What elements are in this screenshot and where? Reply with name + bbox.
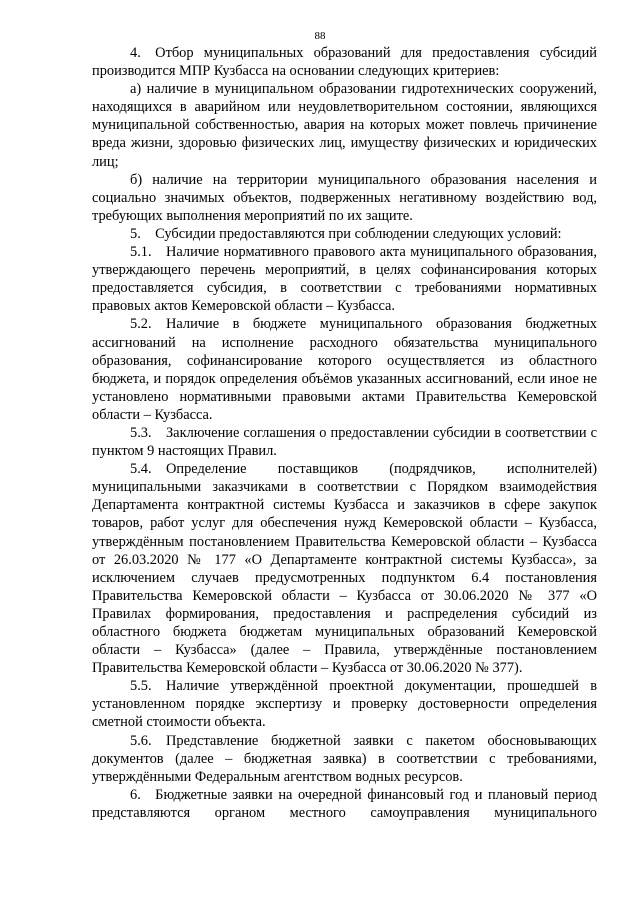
- paragraph-5-5: 5.5. Наличие утверждённой проектной документации, прошедшей в установленном порядке экспертизу и проверку достоверности определения сметной стоимости объекта.: [92, 678, 597, 731]
- paragraph-5: 5. Субсидии предоставляются при соблюдении следующих условий:: [130, 225, 562, 242]
- paragraph-5-1: 5.1. Наличие нормативного правового акта муниципального образования, утверждающего перечень мероприятий, в целях софинансирования которых предоставляется субсидия, в соответствии с требованиями нормативных правовых актов Кемеровской области – Кузбасса.: [92, 244, 597, 315]
- page-number: 88: [314, 30, 326, 42]
- paragraph-6: 6. Бюджетные заявки на очередной финансовый год и плановый период представляются органом местного самоуправления муниципального: [92, 786, 597, 821]
- paragraph-4b: б) наличие на территории муниципального образования населения и социально значимых объектов, подверженных негативному воздействию вод, требующих выполнения мероприятий по их защите.: [92, 171, 597, 224]
- paragraph-5-6: 5.6. Представление бюджетной заявки с пакетом обосновывающих документов (далее – бюджетная заявка) в соответствии с требованиями, утверждёнными Федеральным агентством водных ресурсов.: [92, 732, 597, 785]
- paragraph-5-3: 5.3. Заключение соглашения о предоставлении субсидии в соответствии с пунктом 9 настоящих Правил.: [92, 424, 597, 460]
- document-body: [92, 44, 597, 822]
- paragraph-4: 4. Отбор муниципальных образований для предоставления субсидий производится МПР Кузбасса на основании следующих критериев:: [92, 45, 597, 80]
- paragraph-4a: а) наличие в муниципальном образовании гидротехнических сооружений, находящихся в аварийном или неудовлетворительном состоянии, являющихся муниципальной собственностью, авария на которых может повлечь причинение вреда жизни, здоровью физических лиц, имуществу физических и юридических лиц;: [92, 81, 597, 170]
- paragraph-5-4: 5.4. Определение поставщиков (подрядчиков, исполнителей) муниципальными заказчиками в соответствии с Порядком взаимодействия Департамента контрактной системы Кузбасса и заказчиков в сфере закупок товаров, работ услуг для обеспечения нужд Кемеровской области – Кузбасса, утверждённым постановлением Правительства Кемеровской области – Кузбасса от 26.03.2020 № 177 «О Департаменте контрактной системы Кузбасса», за исключением случаев предусмотренных подпунктом 6.4 постановления Правительства Кемеровской области – Кузбасса от 30.06.2020 № 377 «О Правилах формирования, предоставления и распределения субсидий из областного бюджета бюджетам муниципальных образований Кемеровской области – Кузбасса» (далее – Правила, утверждённые постановлением Правительства Кемеровской области – Кузбасса от 30.06.2020 № 377).: [92, 461, 597, 677]
- paragraph-5-2: 5.2. Наличие в бюджете муниципального образования бюджетных ассигнований на исполнение расходного обязательства муниципального образования, софинансирование которого осуществляется из областного бюджета, и порядок определения объёмов указанных ассигнований, если иное не установлено нормативными правовыми актами Правительства Кемеровской области – Кузбасса.: [92, 316, 597, 423]
